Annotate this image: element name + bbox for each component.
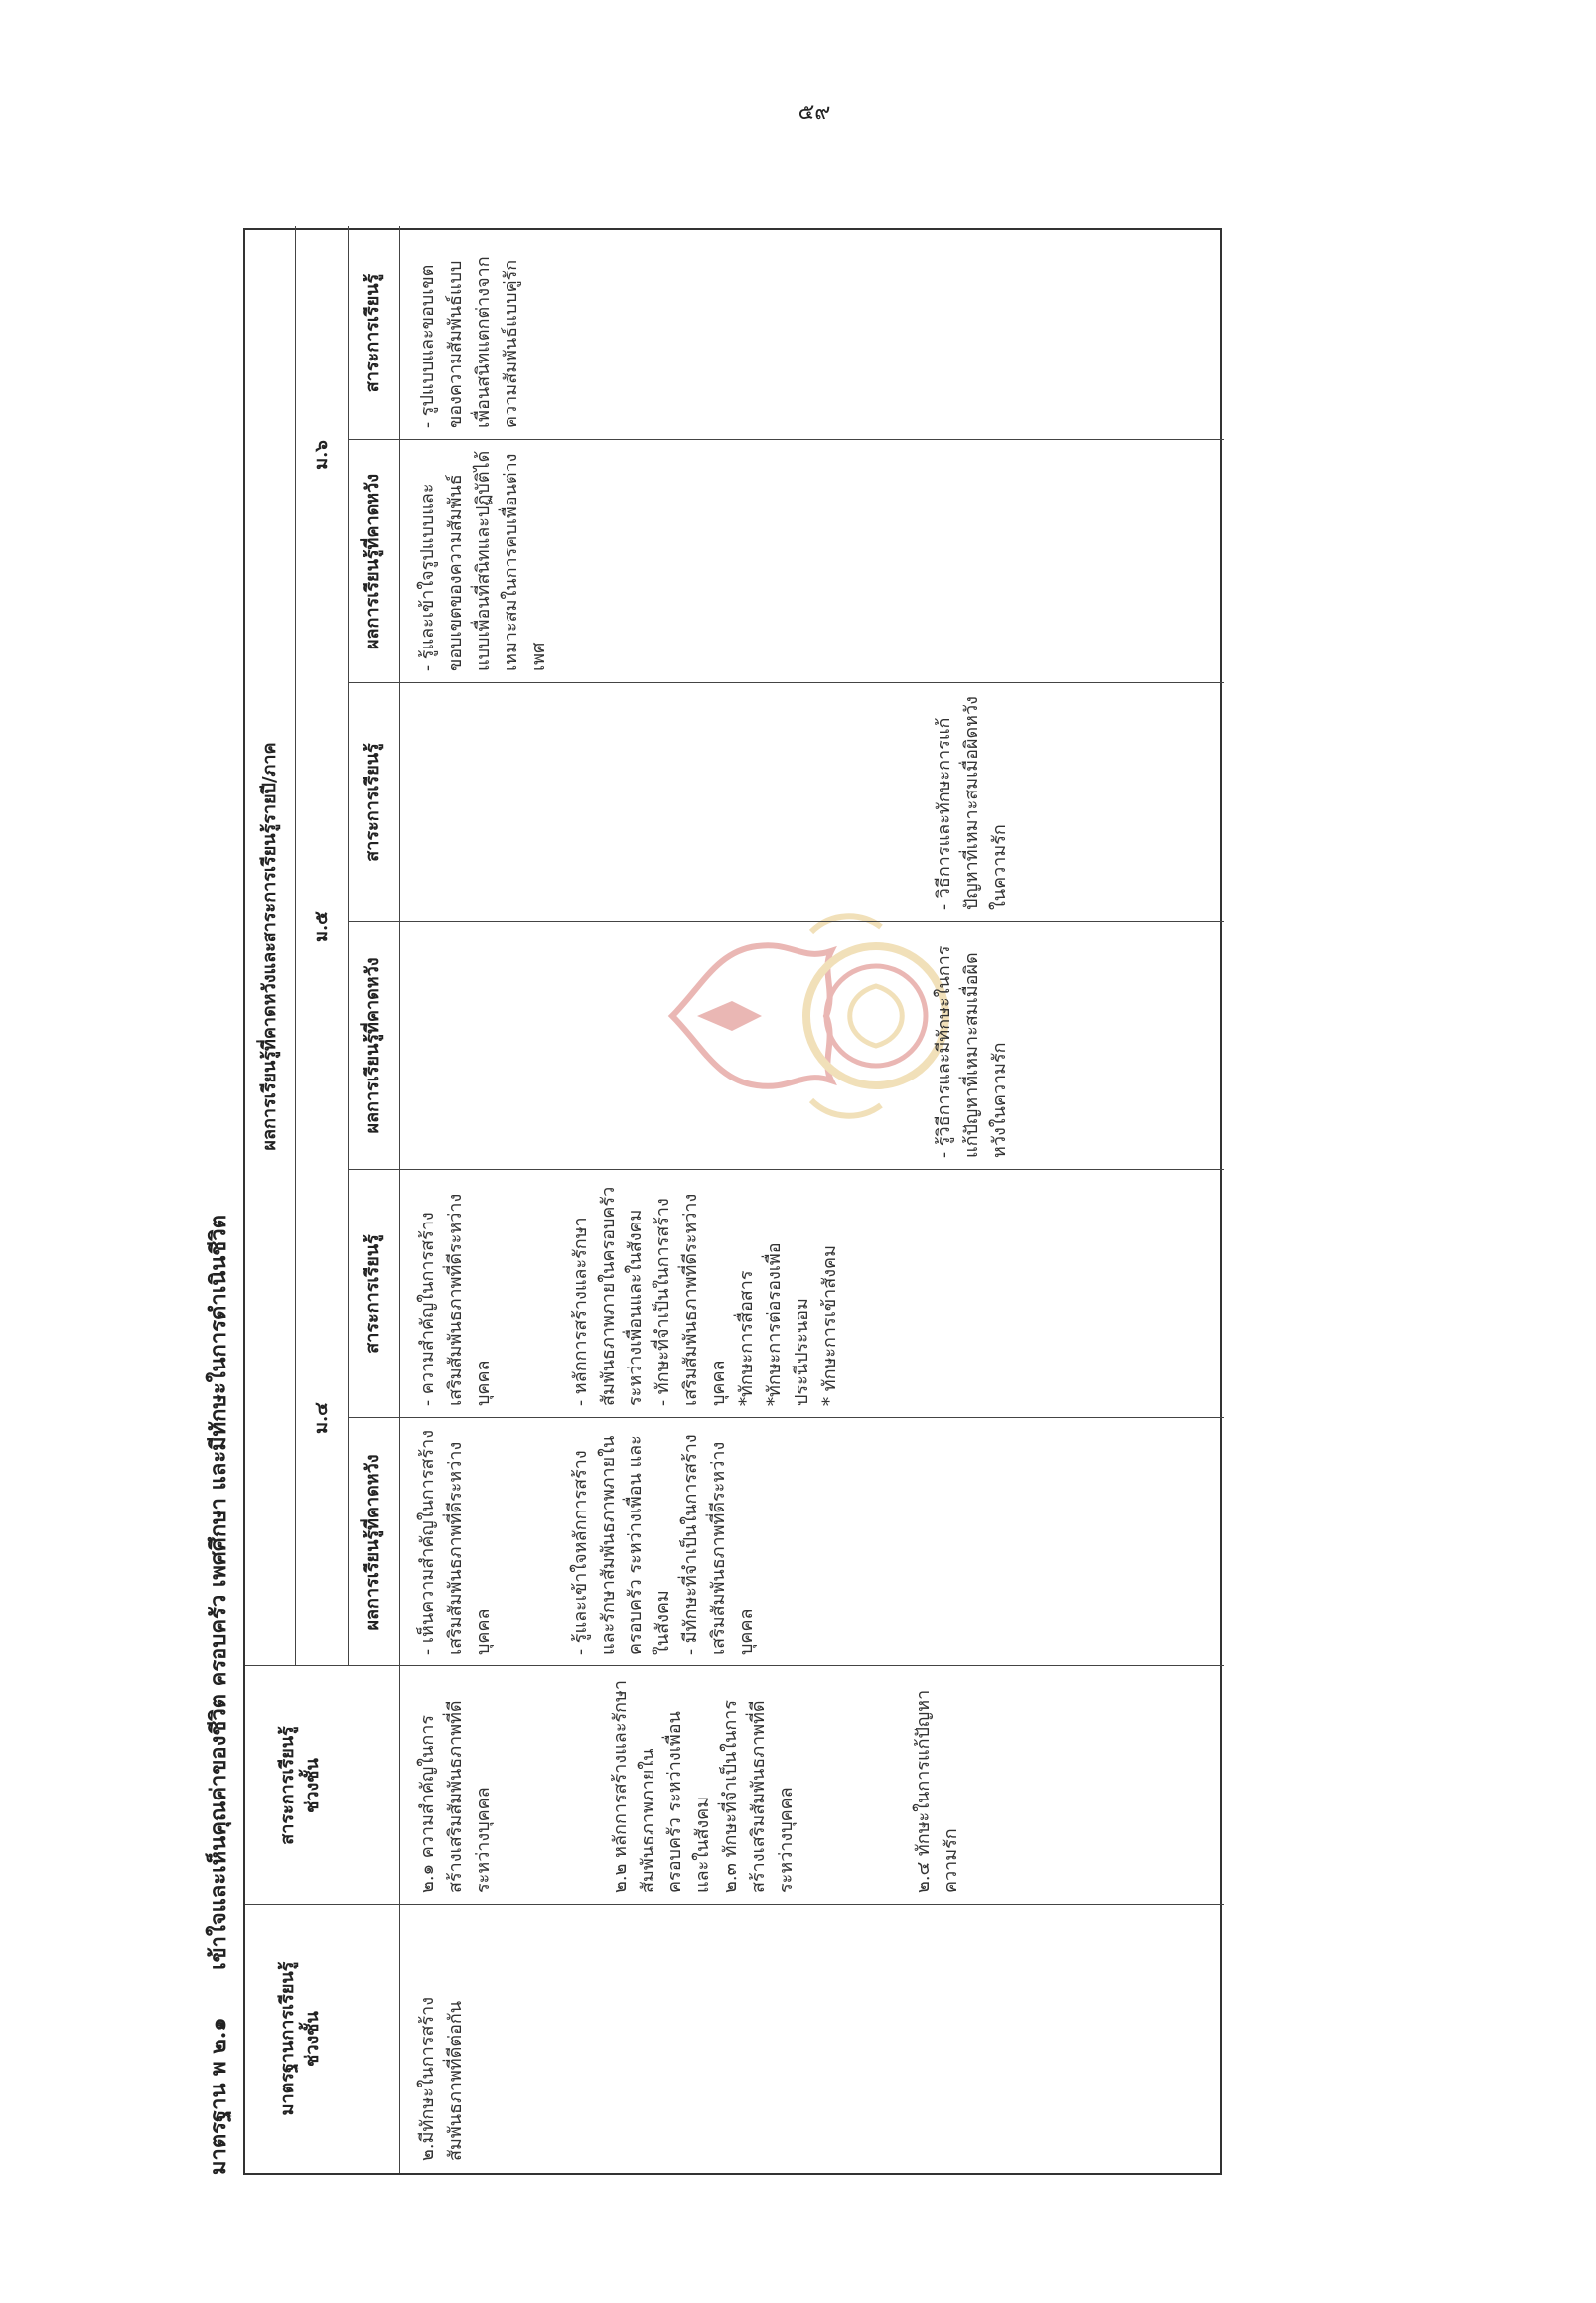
header-m6-content: สาระการเรียนรู้ xyxy=(363,273,383,393)
m5-content-item: - วิธีการและทักษะการแก้ปัญหาที่เหมาะสมเมื่อผิดหวังในความรัก xyxy=(934,696,1010,910)
m6-content-item: - รูปแบบและขอบเขตของความสัมพันธ์แบบเพื่อนสนิทแตกต่างจากความสัมพันธ์แบบคู่รัก xyxy=(417,256,521,428)
content-range-item: ๒.๔ ทักษะในการแก้ปัญหาความรัก xyxy=(912,1689,961,1893)
m4-outcome-item: - มีทักษะที่จำเป็นในการสร้างเสริมสัมพันธภาพที่ดีระหว่างบุคคล xyxy=(680,1434,758,1655)
m4-content-cell xyxy=(404,1170,844,1418)
m4-outcome-cell xyxy=(404,1418,761,1666)
m6-content-cell xyxy=(404,226,525,440)
m4-content-item: * ทักษะการเข้าสังคม xyxy=(818,1245,840,1406)
m5-outcome-cell xyxy=(921,922,1014,1170)
document-title xyxy=(194,1215,243,2175)
school-seal-watermark-icon xyxy=(662,892,960,1140)
m5-content-cell xyxy=(921,683,1014,922)
content-range-item: ๒.๒ หลักการสร้างและรักษาสัมพันธภาพภายในครอบครัว ระหว่างเพื่อน และในสังคม xyxy=(609,1679,714,1893)
header-m5: ม.๕ xyxy=(311,911,332,942)
m6-outcome-item: - รู้และเข้าใจรูปแบบและขอบเขตของความสัมพันธ์แบบเพื่อนที่สนิทและปฏิบัติได้เหมาะสมในการคบเพื่อนต่างเพศ xyxy=(417,450,549,671)
header-m4: ม.๔ xyxy=(311,1402,332,1434)
m4-content-item: - หลักการสร้างและรักษาสัมพันธภาพภายในครอบครัว ระหว่างเพื่อนและในสังคม xyxy=(569,1186,647,1406)
content-range-cell xyxy=(404,1666,965,1905)
header-m6-outcome: ผลการเรียนรู้ที่คาดหวัง xyxy=(363,473,383,650)
header-content-range: สาระการเรียนรู้ ช่วงชั้น xyxy=(277,1726,324,1845)
header-m6: ม.๖ xyxy=(311,440,332,470)
content-range-item: ๒.๑ ความสำคัญในการสร้างเสริมสัมพันธภาพที่ดีระหว่างบุคคล xyxy=(417,1700,494,1893)
m4-content-item: *ทักษะการต่อรองเพื่อประนีประนอม xyxy=(763,1242,812,1406)
standard-code: มาตรฐาน พ ๒.๑ xyxy=(206,2017,231,2175)
header-m4-content: สาระการเรียนรู้ xyxy=(363,1234,383,1354)
m4-content-item: - ความสำคัญในการสร้างเสริมสัมพันธภาพที่ดีระหว่างบุคคล xyxy=(417,1193,494,1406)
header-standard: มาตรฐานการเรียนรู้ ช่วงชั้น xyxy=(277,1961,324,2116)
header-m5-outcome: ผลการเรียนรู้ที่คาดหวัง xyxy=(363,957,383,1134)
page-number: ๕๙ xyxy=(798,100,831,125)
standard-text: ๒.มีทักษะในการสร้างสัมพันธภาพที่ดีต่อกัน xyxy=(417,1996,466,2161)
header-group: ผลการเรียนรู้ที่คาดหวังและสาระการเรียนรู้รายปี/ภาค xyxy=(259,742,280,1151)
header-m5-content: สาระการเรียนรู้ xyxy=(363,743,383,862)
m6-outcome-cell xyxy=(404,440,552,683)
m4-outcome-item: - รู้และเข้าใจหลักการสร้างและรักษาสัมพันธภาพภายในครอบครัว ระหว่างเพื่อน และในสังคม xyxy=(569,1435,674,1655)
standard-cell xyxy=(404,1905,470,2173)
m5-outcome-item: - รู้วิธีการและมีทักษะในการแก้ปัญหาที่เหมาะสมเมื่อผิดหวังในความรัก xyxy=(934,945,1010,1158)
rotated-page xyxy=(194,228,1222,2175)
m4-outcome-item: - เห็นความสำคัญในการสร้างเสริมสัมพันธภาพที่ดีระหว่างบุคคล xyxy=(417,1429,494,1655)
content-range-item: ๒.๓ ทักษะที่จำเป็นในการสร้างเสริมสัมพันธภาพที่ดีระหว่างบุคคล xyxy=(720,1699,798,1893)
m4-content-item: *ทักษะการสื่อสาร xyxy=(736,1270,758,1406)
standard-description: เข้าใจและเห็นคุณค่าของชีวิต ครอบครัว เพศศึกษา และมีทักษะในการดำเนินชีวิต xyxy=(206,1215,231,1970)
header-m4-outcome: ผลการเรียนรู้ที่คาดหวัง xyxy=(363,1454,383,1631)
m4-content-item: - ทักษะที่จำเป็นในการสร้างเสริมสัมพันธภาพที่ดีระหว่างบุคคล xyxy=(653,1193,730,1406)
curriculum-table xyxy=(243,228,1222,2175)
